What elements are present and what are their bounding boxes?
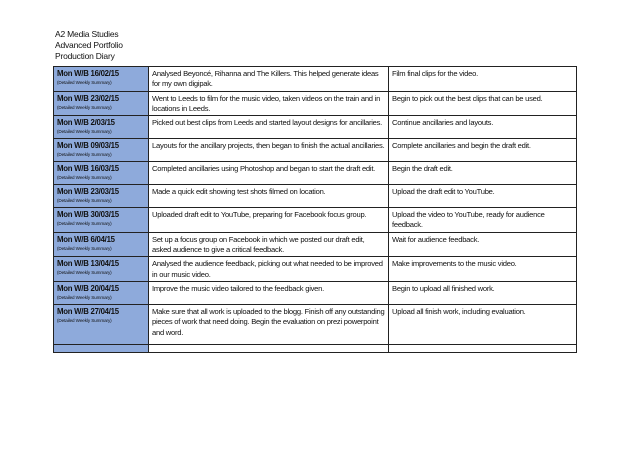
week-date: Mon W/B 20/04/15 [57, 283, 119, 293]
week-cell [54, 257, 149, 282]
activity-cell: Layouts for the ancillary projects, then began to finish the actual ancillaries. [149, 139, 389, 162]
empty-row [54, 344, 577, 352]
production-diary-table [53, 66, 577, 353]
week-summary-label: (Detailed Weekly Summary) [57, 245, 112, 251]
week-summary-label: (Detailed Weekly Summary) [57, 175, 112, 181]
plan-cell: Upload all finish work, including evaluation. [389, 304, 577, 344]
activity-cell: Uploaded draft edit to YouTube, preparing for Facebook focus group. [149, 208, 389, 233]
empty-cell [389, 344, 577, 352]
week-date: Mon W/B 6/04/15 [57, 234, 115, 244]
diary-table-body [54, 67, 577, 353]
plan-cell: Upload the video to YouTube, ready for audience feedback. [389, 208, 577, 233]
diary-row [54, 232, 577, 257]
week-summary-label: (Detailed Weekly Summary) [57, 270, 112, 276]
plan-cell: Begin to upload all finished work. [389, 281, 577, 304]
week-summary-label: (Detailed Weekly Summary) [57, 152, 112, 158]
header-title: Production Diary [55, 51, 115, 61]
activity-cell: Completed ancillaries using Photoshop and began to start the draft edit. [149, 162, 389, 185]
week-cell [54, 281, 149, 304]
plan-cell: Begin to pick out the best clips that can be used. [389, 91, 577, 116]
week-date: Mon W/B 16/02/15 [57, 69, 119, 78]
week-cell [54, 139, 149, 162]
week-date: Mon W/B 23/02/15 [57, 93, 119, 103]
week-cell [54, 185, 149, 208]
activity-cell: Went to Leeds to film for the music video, taken videos on the train and in locations in Leeds. [149, 91, 389, 116]
week-summary-label: (Detailed Weekly Summary) [57, 80, 112, 85]
diary-row [54, 116, 577, 139]
diary-row [54, 208, 577, 233]
week-date: Mon W/B 30/03/15 [57, 210, 119, 220]
week-summary-label: (Detailed Weekly Summary) [57, 294, 112, 300]
activity-cell: Make sure that all work is uploaded to the blogg. Finish off any outstanding pieces of work that need doing. Begin the evaluation on prezi powerpoint and word. [149, 304, 389, 344]
plan-cell: Film final clips for the video. [389, 67, 577, 92]
document-header [55, 29, 123, 62]
week-cell [54, 116, 149, 139]
week-date: Mon W/B 09/03/15 [57, 141, 119, 151]
plan-cell: Make improvements to the music video. [389, 257, 577, 282]
week-summary-label: (Detailed Weekly Summary) [57, 198, 112, 204]
week-cell [54, 232, 149, 257]
diary-row [54, 185, 577, 208]
week-cell [54, 208, 149, 233]
diary-row [54, 162, 577, 185]
activity-cell: Set up a focus group on Facebook in which we posted our draft edit, asked audience to give a critical feedback. [149, 232, 389, 257]
header-course: Advanced Portfolio [55, 40, 123, 50]
week-date: Mon W/B 27/04/15 [57, 306, 119, 316]
empty-cell [149, 344, 389, 352]
week-date: Mon W/B 23/03/15 [57, 187, 119, 197]
week-date: Mon W/B 13/04/15 [57, 259, 119, 269]
header-subject: A2 Media Studies [55, 29, 119, 39]
plan-cell: Upload the draft edit to YouTube. [389, 185, 577, 208]
plan-cell: Complete ancillaries and begin the draft edit. [389, 139, 577, 162]
empty-cell [54, 344, 149, 352]
activity-cell: Improve the music video tailored to the feedback given. [149, 281, 389, 304]
week-summary-label: (Detailed Weekly Summary) [57, 104, 112, 110]
week-summary-label: (Detailed Weekly Summary) [57, 129, 112, 135]
plan-cell: Wait for audience feedback. [389, 232, 577, 257]
diary-row [54, 67, 577, 92]
activity-cell: Made a quick edit showing test shots filmed on location. [149, 185, 389, 208]
week-summary-label: (Detailed Weekly Summary) [57, 221, 112, 227]
plan-cell: Continue ancillaries and layouts. [389, 116, 577, 139]
activity-cell: Picked out best clips from Leeds and started layout designs for ancillaries. [149, 116, 389, 139]
week-cell [54, 67, 149, 92]
diary-row [54, 281, 577, 304]
week-summary-label: (Detailed Weekly Summary) [57, 317, 112, 323]
week-cell [54, 162, 149, 185]
diary-row [54, 139, 577, 162]
diary-row [54, 91, 577, 116]
week-cell [54, 304, 149, 344]
week-date: Mon W/B 16/03/15 [57, 164, 119, 174]
week-cell [54, 91, 149, 116]
activity-cell: Analysed the audience feedback, picking out what needed to be improved in our music video. [149, 257, 389, 282]
plan-cell: Begin the draft edit. [389, 162, 577, 185]
diary-row [54, 304, 577, 344]
activity-cell: Analysed Beyoncé, Rihanna and The Killers. This helped generate ideas for my own digipak. [149, 67, 389, 92]
week-date: Mon W/B 2/03/15 [57, 118, 115, 128]
diary-row [54, 257, 577, 282]
